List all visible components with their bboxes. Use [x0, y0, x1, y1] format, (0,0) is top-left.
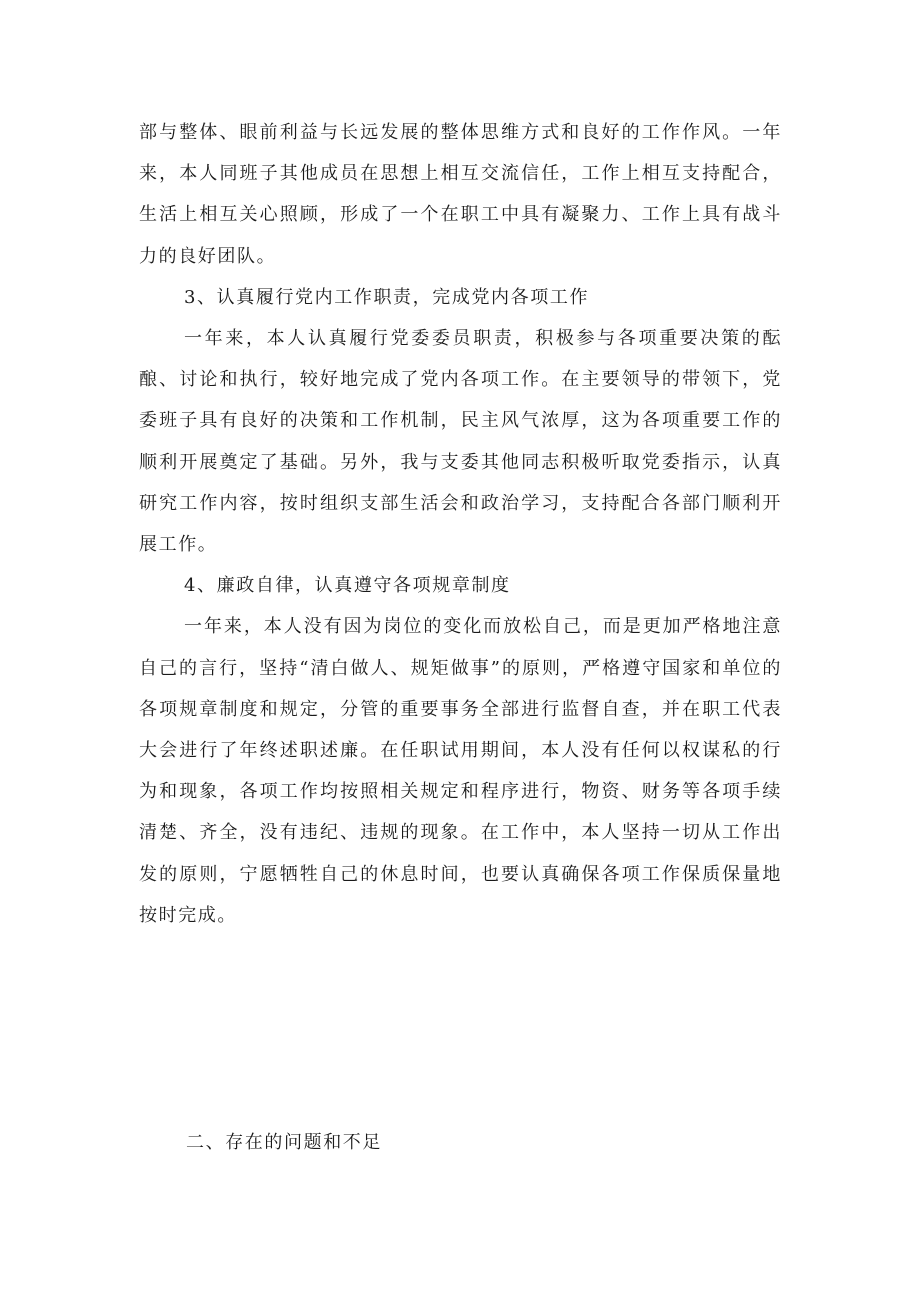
- section-heading-problems: 二、存在的问题和不足: [186, 1132, 382, 1153]
- paragraph-integrity: 一年来，本人没有因为岗位的变化而放松自己，而是更加严格地注意自己的言行，坚持“清白做人、规矩做事”的原则，严格遵守国家和单位的各项规章制度和规定，分管的重要事务全部进行监督自查，并在职工代表大会进行了年终述职述廉。在任职试用期间，本人没有任何以权谋私的行为和现象，各项工作均按照相关规定和程序进行，物资、财务等各项手续清楚、齐全，没有违纪、违规的现象。在工作中，本人坚持一切从工作出发的原则，宁愿牺牲自己的休息时间，也要认真确保各项工作保质保量地按时完成。: [139, 616, 782, 926]
- subheading-integrity: 4、廉政自律，认真遵守各项规章制度: [184, 575, 511, 597]
- paragraph-party-duties: 一年来，本人认真履行党委委员职责，积极参与各项重要决策的酝酿、讨论和执行，较好地完成了党内各项工作。在主要领导的带领下，党委班子具有良好的决策和工作机制，民主风气浓厚，这为各项重要工作的顺利开展奠定了基础。另外，我与支委其他同志积极听取党委指示，认真研究工作内容，按时组织支部生活会和政治学习，支持配合各部门顺利开展工作。: [139, 328, 782, 556]
- paragraph-team-work: 部与整体、眼前利益与长远发展的整体思维方式和良好的工作作风。一年来，本人同班子其他成员在思想上相互交流信任，工作上相互支持配合，生活上相互关心照顾，形成了一个在职工中具有凝聚力、工作上具有战斗力的良好团队。: [139, 122, 782, 267]
- subheading-party-duties: 3、认真履行党内工作职责，完成党内各项工作: [184, 286, 590, 308]
- document-body: [139, 112, 782, 936]
